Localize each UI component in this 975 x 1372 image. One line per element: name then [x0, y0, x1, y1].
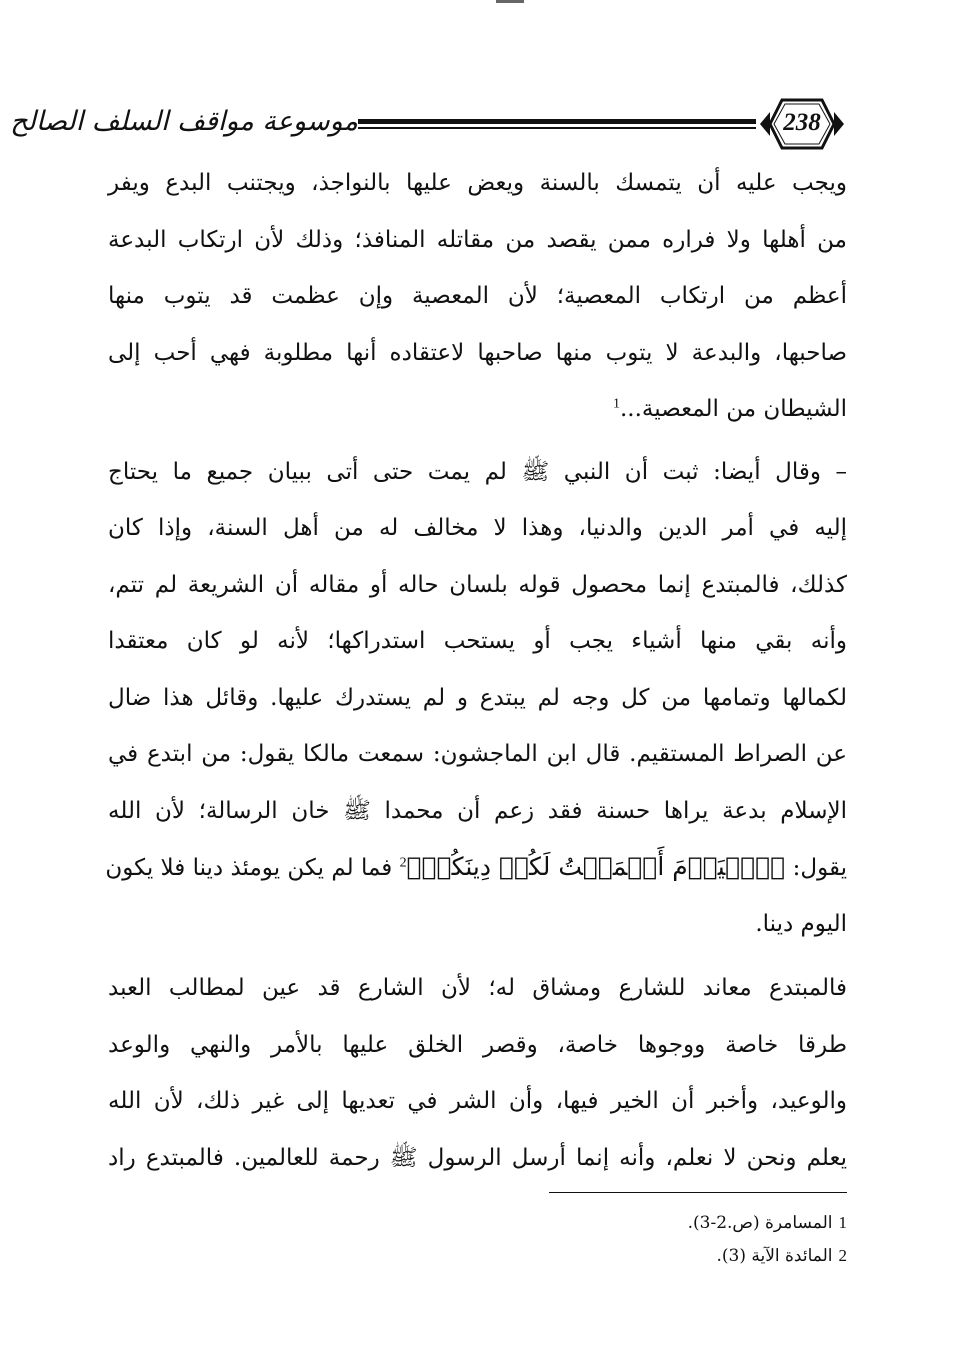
text-line: فالمبتدع معاند للشارع ومشاق له؛ لأن الشارع قد عين لمطالب العبد: [108, 975, 847, 1001]
footnote-text: المائدة الآية (3).: [716, 1246, 833, 1266]
text-line: الإسلام بدعة يراها حسنة فقد زعم أن محمدا ﷺ خان الرسالة؛ لأن الله: [108, 797, 847, 824]
header-rule: [358, 119, 756, 131]
page-number: 238: [783, 109, 821, 136]
footnote-separator: [549, 1192, 847, 1193]
footnote-number: 1: [838, 1213, 847, 1232]
text-line: – وقال أيضا: ثبت أن النبي ﷺ لم يمت حتى أتى ببيان جميع ما يحتاج: [108, 458, 847, 485]
text-span: فما لم يكن يومئذ دينا فلا يكون: [105, 855, 400, 881]
text-line: لكمالها وتمامها من كل وجه لم يبتدع و لم يستدرك عليها. وقائل هذا ضال: [108, 684, 847, 711]
page-header: [10, 92, 856, 160]
text-line: أعظم من ارتكاب المعصية؛ لأن المعصية وإن عظمت قد يتوب منها: [108, 283, 847, 309]
scan-mark: [496, 0, 524, 3]
text-line: والوعيد، وأخبر أن الخير فيها، وأن الشر في تعديها إلى غير ذلك، لأن الله: [108, 1088, 847, 1114]
text-line: ويجب عليه أن يتمسك بالسنة ويعض عليها بالنواجذ، ويجتنب البدع ويفر: [108, 170, 847, 196]
page-number-badge: [756, 92, 848, 156]
text-line: [108, 381, 847, 438]
footnote: [108, 1239, 847, 1272]
main-text: [105, 155, 847, 1186]
footnotes: [108, 1206, 847, 1272]
text-line: إليه في أمر الدين والدنيا، وهذا لا مخالف له من أهل السنة، وإذا كان: [108, 515, 847, 541]
book-title: موسوعة مواقف السلف الصالح: [10, 106, 358, 137]
text-line: يعلم ونحن لا نعلم، وأنه إنما أرسل الرسول ﷺ رحمة للعالمين. فالمبتدع راد: [108, 1144, 847, 1171]
text-line: وأنه بقي منها أشياء يجب أو يستحب استدراكها؛ لأنه لو كان معتقدا: [108, 628, 847, 654]
footnote-ref: 2: [399, 855, 407, 871]
footnote: [108, 1206, 847, 1239]
text-span: يقول:: [785, 855, 847, 881]
text-line: صاحبها، والبدعة لا يتوب منها صاحبها لاعتقاده أنها مطلوبة فهي أحب إلى: [108, 339, 847, 366]
text-line: اليوم دينا.: [755, 910, 847, 937]
quran-verse: ﴿ٱلۡيَوۡمَ أَكۡمَلۡتُ لَكُمۡ دِينَكُمۡ﴾: [406, 852, 786, 881]
footnote-ref: 1: [612, 396, 620, 412]
text-line: [105, 839, 847, 896]
footnote-text: المسامرة (ص.2-3).: [687, 1213, 833, 1233]
text-line: عن الصراط المستقيم. قال ابن الماجشون: سمعت مالكا يقول: من ابتدع في: [108, 741, 847, 767]
footnote-number: 2: [838, 1246, 847, 1265]
text-line: كذلك، فالمبتدع إنما محصول قوله بلسان حاله أو مقاله أن الشريعة لم تتم،: [108, 571, 847, 598]
text-span: الشيطان من المعصية...: [619, 396, 847, 422]
text-line: من أهلها ولا فراره ممن يقصد من مقاتله المنافذ؛ وذلك لأن ارتكاب البدعة: [108, 226, 847, 253]
text-line: طرقا خاصة ووجوها خاصة، وقصر الخلق عليها بالأمر والنهي والوعد: [108, 1031, 847, 1058]
